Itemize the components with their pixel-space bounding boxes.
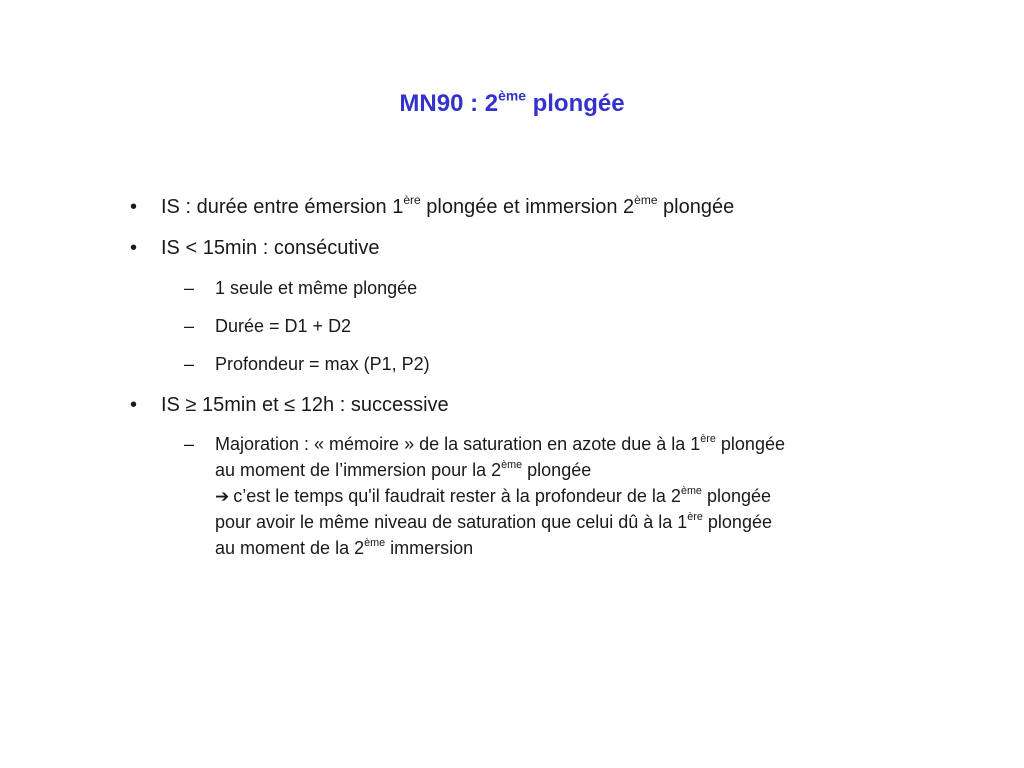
superscript: ème	[364, 536, 386, 549]
dash-icon: –	[184, 434, 195, 454]
sub-item-text: Profondeur = max (P1, P2)	[215, 354, 430, 374]
title-rest: plongée	[525, 90, 625, 117]
bullet-icon: •	[130, 394, 138, 416]
text-part: au moment de l’immersion pour la 2	[215, 460, 502, 480]
text-part: plongée	[715, 434, 785, 454]
paragraph-line	[215, 483, 915, 509]
paragraph-line	[215, 457, 915, 483]
superscript: ème	[634, 193, 658, 207]
superscript: ème	[680, 484, 702, 497]
title-main: MN90 : 2	[399, 90, 499, 117]
bullet-text	[161, 194, 734, 220]
sub-item-text: Durée = D1 + D2	[215, 316, 352, 336]
bullet-text: IS ≥ 15min et ≤ 12h : successive	[161, 394, 449, 416]
bullet-icon: •	[130, 237, 138, 259]
title-superscript: ème	[498, 87, 526, 104]
text-part: plongée	[522, 460, 592, 480]
text-part: pour avoir le même niveau de saturation que celui dû à la 1	[215, 512, 688, 532]
right-arrow-icon: ➔	[215, 487, 230, 507]
dash-icon: –	[184, 354, 195, 374]
text-part: au moment de la 2	[215, 538, 365, 558]
bullet-text: IS < 15min : consécutive	[161, 237, 380, 259]
text-part: immersion	[385, 538, 474, 558]
superscript: ère	[700, 432, 716, 445]
sub-item-text: 1 seule et même plongée	[215, 278, 418, 298]
text-part: plongée	[657, 196, 735, 218]
bullet-icon: •	[130, 196, 138, 218]
paragraph-line	[215, 509, 915, 535]
text-part: plongée	[701, 486, 772, 506]
text-part: plongée et immersion 2	[420, 196, 635, 218]
superscript: ème	[501, 458, 523, 471]
text-part: Majoration : « mémoire » de la saturation en azote due à la 1	[215, 434, 701, 454]
sub-item-majoration	[215, 431, 915, 561]
dash-icon: –	[184, 316, 195, 336]
superscript: ère	[687, 510, 703, 523]
dash-icon: –	[184, 278, 195, 298]
text-part: c’est le temps qu'il faudrait rester à la profondeur de la 2	[233, 486, 681, 506]
text-part: IS : durée entre émersion 1	[161, 196, 404, 218]
paragraph-line	[215, 535, 915, 561]
paragraph-line	[215, 431, 915, 457]
superscript: ère	[403, 193, 421, 207]
text-part: plongée	[702, 512, 772, 532]
slide-title	[0, 86, 1024, 122]
